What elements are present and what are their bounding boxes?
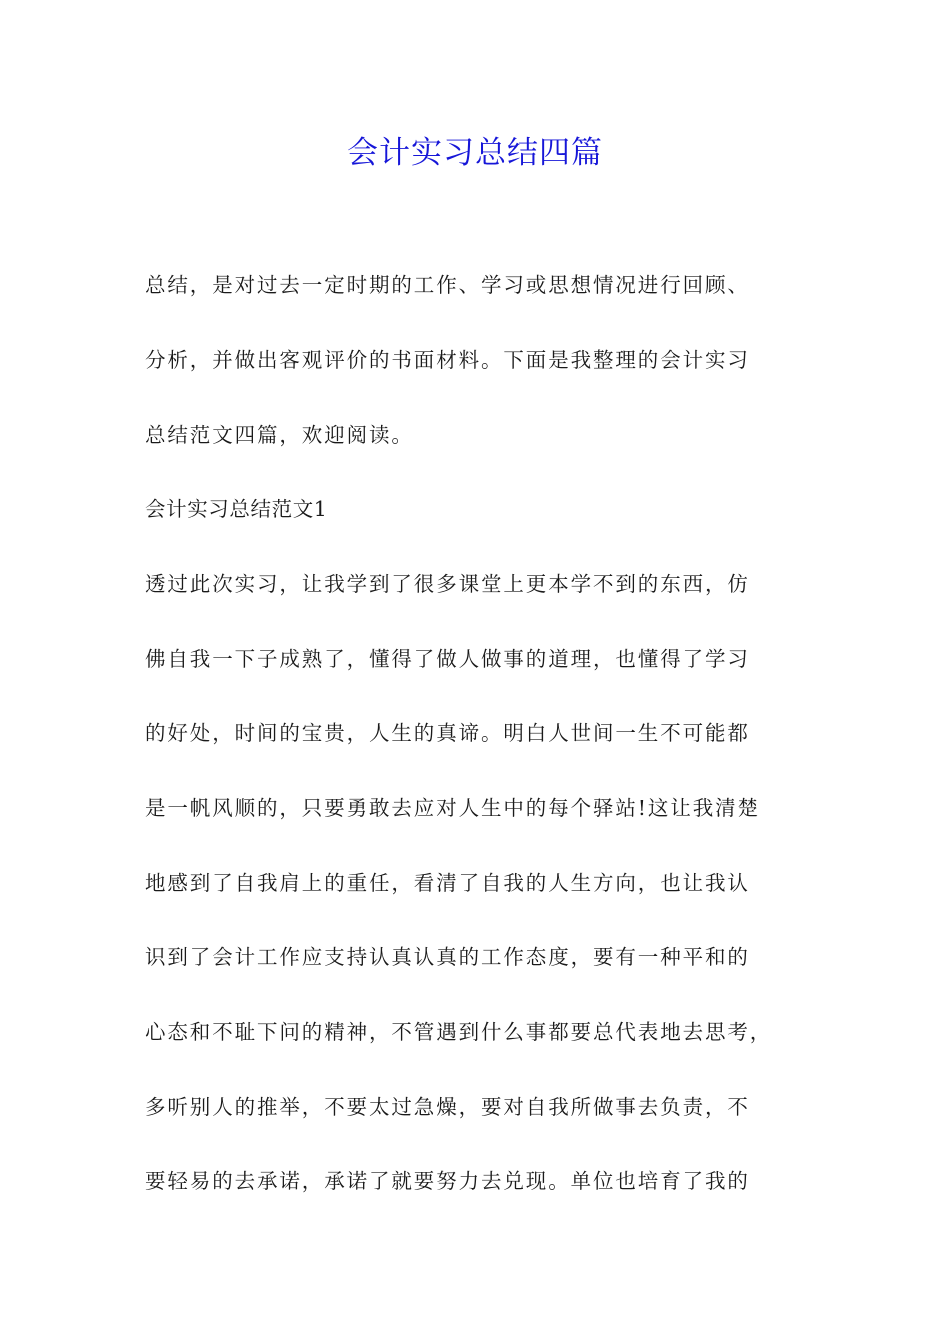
intro-line-2: 分析，并做出客观评价的书面材料。下面是我整理的会计实习: [145, 348, 750, 372]
intro-line-3: 总结范文四篇，欢迎阅读。: [145, 423, 414, 447]
body-line-5: 地感到了自我肩上的重任，看清了自我的人生方向，也让我认: [145, 871, 750, 895]
body-line-3: 的好处，时间的宝贵，人生的真谛。明白人世间一生不可能都: [145, 721, 750, 745]
body-line-8: 多听别人的推举，不要太过急燥，要对自我所做事去负责，不: [145, 1095, 750, 1119]
body-line-4: 是一帆风顺的，只要勇敢去应对人生中的每个驿站!这让我清楚: [145, 796, 760, 820]
intro-line-1: 总结，是对过去一定时期的工作、学习或思想情况进行回顾、: [145, 273, 750, 297]
body-line-1: 透过此次实习，让我学到了很多课堂上更本学不到的东西，仿: [145, 572, 750, 596]
document-title: 会计实习总结四篇: [347, 135, 603, 171]
body-line-7: 心态和不耻下问的精神，不管遇到什么事都要总代表地去思考，: [145, 1020, 773, 1044]
body-line-2: 佛自我一下子成熟了，懂得了做人做事的道理，也懂得了学习: [145, 647, 750, 671]
section-heading: 会计实习总结范文1: [145, 497, 328, 521]
body-line-6: 识到了会计工作应支持认真认真的工作态度，要有一种平和的: [145, 945, 750, 969]
body-line-9: 要轻易的去承诺，承诺了就要努力去兑现。单位也培育了我的: [145, 1169, 750, 1193]
